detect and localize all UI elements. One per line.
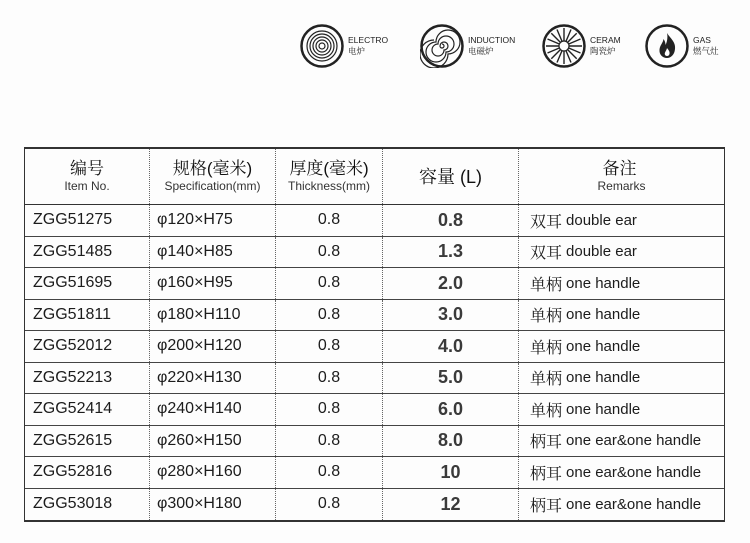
- hob-zh-label: 陶瓷炉: [590, 46, 616, 56]
- thickness-cell: 0.8: [275, 237, 382, 268]
- remarks-cell: [518, 489, 724, 521]
- remark-en: one ear&one handle: [566, 463, 702, 481]
- remark-en: one ear&one handle: [566, 495, 702, 513]
- item-no-cell: ZGG51275: [33, 211, 113, 229]
- capacity-cell: 10: [382, 457, 518, 488]
- item-no-cell: ZGG52816: [33, 463, 113, 481]
- table-row: [25, 237, 724, 269]
- remarks-cell: [518, 394, 724, 425]
- capacity-cell: 5.0: [382, 363, 518, 394]
- item-no-cell: ZGG51485: [33, 242, 113, 260]
- spec-cell: φ140×H85: [149, 237, 275, 268]
- hob-zh-label: 电炉: [348, 46, 366, 56]
- spec-cell: φ280×H160: [149, 457, 275, 488]
- table-row: [25, 394, 724, 426]
- table-row: [25, 363, 724, 395]
- capacity-cell: 6.0: [382, 394, 518, 425]
- item-no-cell: ZGG51695: [33, 274, 113, 292]
- thickness-cell: 0.8: [275, 300, 382, 331]
- remark-en: one ear&one handle: [566, 432, 702, 450]
- table-row: [25, 489, 724, 521]
- thickness-cell: 0.8: [275, 457, 382, 488]
- hob-en-label: GAS: [693, 35, 711, 45]
- remark-zh: 柄耳: [530, 434, 563, 452]
- thickness-cell: 0.8: [275, 331, 382, 362]
- hob-en-label: CERAM: [590, 35, 621, 45]
- thickness-cell: 0.8: [275, 205, 382, 236]
- spec-cell: φ300×H180: [149, 489, 275, 521]
- remark-zh: 单柄: [530, 308, 563, 326]
- item-no-cell: ZGG52012: [33, 337, 113, 355]
- gas-flame-icon: [645, 24, 689, 68]
- header-specification: 规格(毫米) Specification(mm): [149, 149, 275, 204]
- hob-en-label: INDUCTION: [468, 35, 516, 45]
- capacity-cell: 8.0: [382, 426, 518, 457]
- remark-zh: 双耳: [530, 213, 563, 231]
- table-row: [25, 426, 724, 458]
- hob-zh-label: 燃气灶: [693, 46, 719, 56]
- hob-en-label: ELECTRO: [348, 35, 389, 45]
- table-row: [25, 268, 724, 300]
- remark-en: one handle: [566, 306, 641, 324]
- item-no-cell: ZGG52414: [33, 400, 113, 418]
- hob-ceram: [542, 24, 621, 68]
- ceramic-hob-icon: [542, 24, 586, 68]
- table-row: [25, 457, 724, 489]
- header-item-no: 编号 Item No.: [64, 159, 110, 193]
- remark-zh: 柄耳: [530, 497, 563, 515]
- item-no-cell: ZGG52615: [33, 431, 113, 449]
- header-capacity: 容量 (L): [382, 149, 518, 204]
- header-thickness: 厚度(毫米) Thickness(mm): [275, 149, 382, 204]
- remark-zh: 柄耳: [530, 465, 563, 483]
- hob-zh-label: 电磁炉: [468, 46, 494, 56]
- spec-cell: φ160×H95: [149, 268, 275, 299]
- remarks-cell: [518, 457, 724, 488]
- item-no-cell: ZGG51811: [33, 305, 111, 323]
- induction-hob-icon: [420, 24, 464, 68]
- thickness-cell: 0.8: [275, 268, 382, 299]
- remark-en: one handle: [566, 369, 641, 387]
- table-body: [25, 205, 724, 520]
- thickness-cell: 0.8: [275, 426, 382, 457]
- table-header-row: [25, 149, 724, 205]
- spec-cell: φ180×H110: [149, 300, 275, 331]
- remark-en: double ear: [566, 243, 637, 261]
- spec-table: [24, 147, 725, 522]
- thickness-cell: 0.8: [275, 394, 382, 425]
- remarks-cell: [518, 237, 724, 268]
- remark-en: double ear: [566, 211, 637, 229]
- capacity-cell: 0.8: [382, 205, 518, 236]
- electro-hob-icon: [300, 24, 344, 68]
- capacity-cell: 3.0: [382, 300, 518, 331]
- remark-en: one handle: [566, 337, 641, 355]
- capacity-cell: 1.3: [382, 237, 518, 268]
- spec-cell: φ120×H75: [149, 205, 275, 236]
- remark-en: one handle: [566, 274, 641, 292]
- hob-electro: [300, 24, 388, 68]
- hob-induction: [420, 24, 515, 68]
- remark-zh: 双耳: [530, 245, 563, 263]
- remark-zh: 单柄: [530, 339, 563, 357]
- item-no-cell: ZGG52213: [33, 368, 113, 386]
- capacity-cell: 4.0: [382, 331, 518, 362]
- hob-gas: [645, 24, 719, 68]
- remark-zh: 单柄: [530, 276, 563, 294]
- item-no-cell: ZGG53018: [33, 495, 113, 513]
- table-row: [25, 300, 724, 332]
- table-row: [25, 205, 724, 237]
- capacity-cell: 2.0: [382, 268, 518, 299]
- remarks-cell: [518, 205, 724, 236]
- spec-cell: φ240×H140: [149, 394, 275, 425]
- remarks-cell: [518, 363, 724, 394]
- table-row: [25, 331, 724, 363]
- remarks-cell: [518, 268, 724, 299]
- spec-cell: φ200×H120: [149, 331, 275, 362]
- remark-en: one handle: [566, 400, 641, 418]
- remark-zh: 单柄: [530, 371, 563, 389]
- thickness-cell: 0.8: [275, 363, 382, 394]
- header-remarks: 备注 Remarks: [518, 149, 724, 204]
- remark-zh: 单柄: [530, 402, 563, 420]
- remarks-cell: [518, 300, 724, 331]
- capacity-cell: 12: [382, 489, 518, 521]
- remarks-cell: [518, 426, 724, 457]
- thickness-cell: 0.8: [275, 489, 382, 521]
- spec-cell: φ260×H150: [149, 426, 275, 457]
- hob-compatibility-icons: [300, 24, 730, 74]
- remarks-cell: [518, 331, 724, 362]
- spec-cell: φ220×H130: [149, 363, 275, 394]
